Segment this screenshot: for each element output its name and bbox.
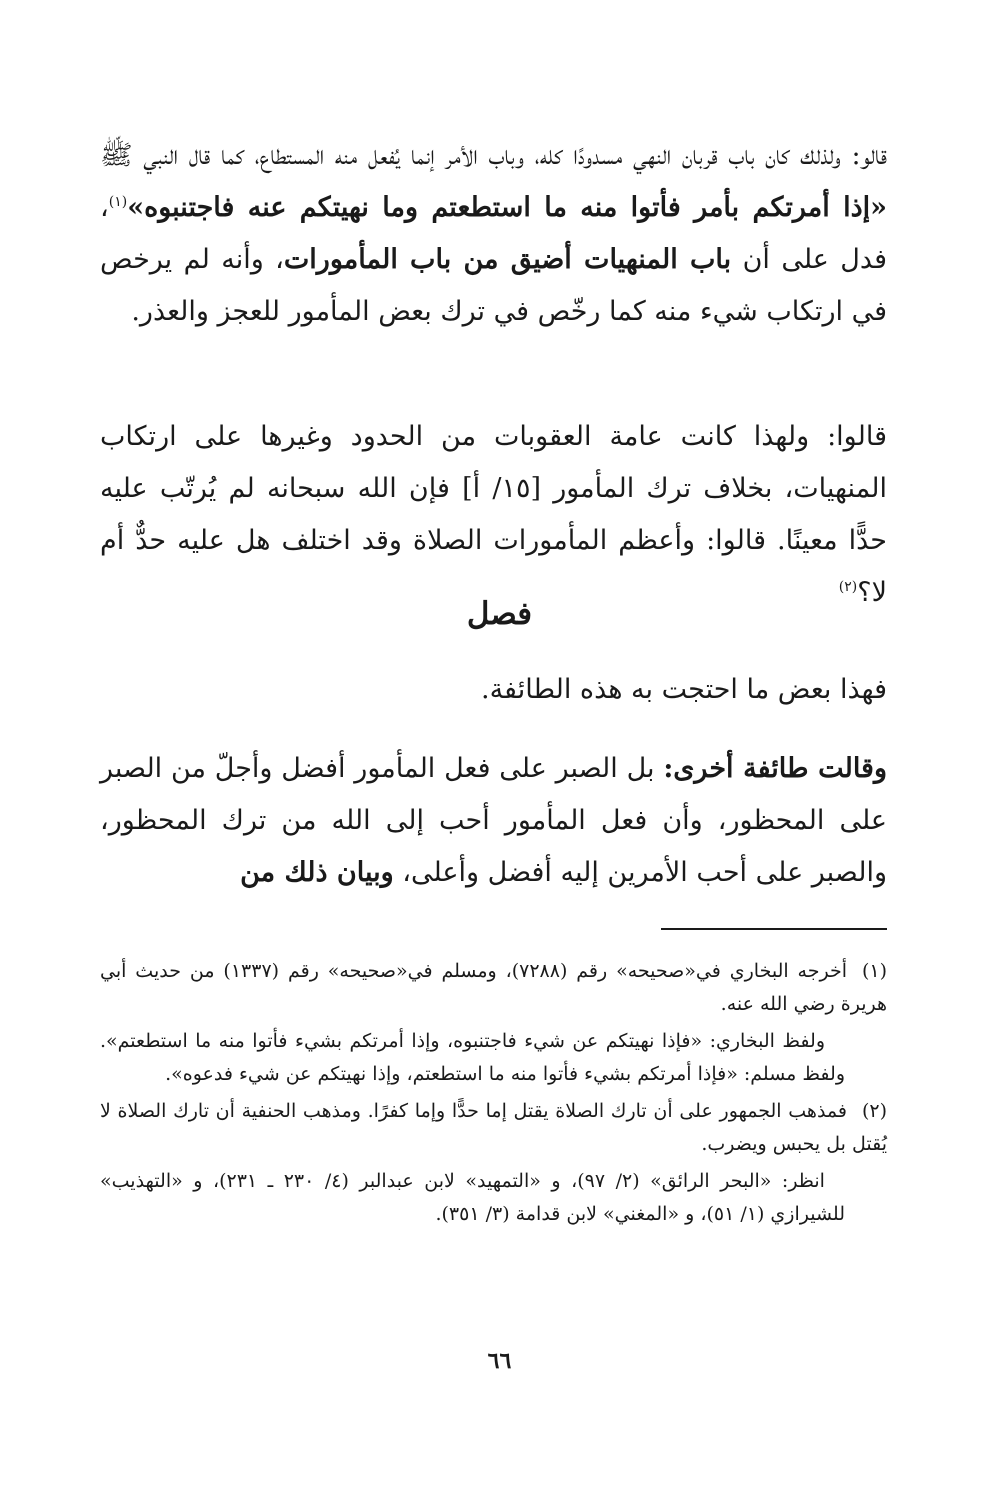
paragraph-4-text: بل الصبر على فعل المأمور أفضل وأجلّ من الصبر على المحظور، وأن فعل المأمور أحب إلى الله من ترك المحظور، والصبر على أحب الأمرين إليه أفضل وأعلى، (100, 753, 887, 888)
footnote-text: انظر: «البحر الرائق» (٢/ ٩٧)، و «التمهيد» لابن عبدالبر (٤/ ٢٣٠ ـ ٢٣١)، و «التهذيب» للشيرازي (١/ ٥١)، و «المغني» لابن قدامة (٣/ ٣٥١). (100, 1170, 845, 1225)
footnote-number: (٢) (861, 1100, 887, 1122)
footnote-2-continued (100, 1165, 887, 1231)
paragraph-1-text-c: ، وأنه لم يرخص في ارتكاب شيء منه كما رخّص في ترك بعض المأمور للعجز والعذر. (100, 244, 887, 327)
bold-phrase: باب المنهيات أضيق من باب المأمورات (283, 244, 732, 275)
footnote-number: (١) (861, 960, 887, 982)
footnote-ref-2: (٢) (838, 579, 858, 595)
paragraph-3 (100, 664, 887, 716)
footnote-1 (100, 955, 887, 1021)
footnote-text: ولفظ البخاري: «فإذا نهيتكم عن شيء فاجتنبوه، وإذا أمرتكم بشيء فأتوا منه ما استطعتم». ولفظ مسلم: «فإذا أمرتكم بشيء فأتوا منه ما استطعتم، وإذا نهيتكم عن شيء فدعوه». (100, 1030, 845, 1085)
paragraph-2 (100, 411, 887, 619)
paragraph-1-text-b: ، فدل على أن (100, 192, 887, 275)
paragraph-2-text: قالوا: ولهذا كانت عامة العقوبات من الحدود وغيرها على ارتكاب المنهيات، بخلاف ترك المأمور [١٥/ أ] فإن الله سبحانه لم يُرتّب عليه حدًّا معينًا. قالوا: وأعظم المأمورات الصلاة وقد اختلف هل عليه حدٌّ أم لا؟ (100, 421, 887, 608)
footnote-1-continued (100, 1025, 887, 1091)
paragraph-1-text-a: قالو: ولذلك كان باب قربان النهي مسدودًا كله، وباب الأمر إنما يُفعل منه المستطاع، كما قال النبي ﷺ (100, 140, 887, 171)
bold-phrase: وبيان ذلك من (240, 857, 394, 888)
footnote-text: فمذهب الجمهور على أن تارك الصلاة يقتل إما حدًّا وإما كفرًا. ومذهب الحنفية أن تارك الصلاة لا يُقتل بل يحبس ويضرب. (100, 1100, 887, 1155)
footnote-separator (661, 928, 887, 930)
footnote-2 (100, 1095, 887, 1161)
page-number: ٦٦ (487, 1348, 512, 1374)
section-heading: فصل (466, 596, 533, 632)
paragraph-4 (100, 743, 887, 899)
paragraph-3-text: فهذا بعض ما احتجت به هذه الطائفة. (481, 674, 887, 705)
hadith-quote: «إذا أمرتكم بأمر فأتوا منه ما استطعتم وما نهيتكم عنه فاجتنبوه» (127, 192, 887, 223)
footnote-text: أخرجه البخاري في«صحيحه» رقم (٧٢٨٨)، ومسلم في«صحيحه» رقم (١٣٣٧) من حديث أبي هريرة رضي الله عنه. (100, 960, 887, 1015)
bold-phrase: وقالت طائفة أخرى: (663, 753, 887, 784)
footnotes (100, 955, 887, 1231)
footnote-ref-1: (١) (108, 194, 128, 210)
paragraph-1 (100, 130, 887, 338)
